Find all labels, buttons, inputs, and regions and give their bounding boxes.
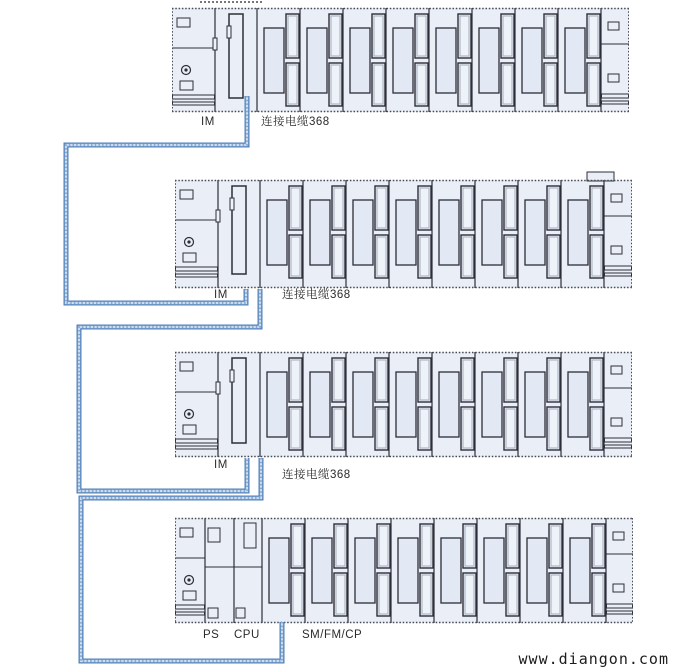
led-window-top-inner bbox=[331, 16, 340, 56]
led-window-bottom-inner bbox=[336, 575, 345, 614]
vent-bar bbox=[607, 604, 633, 608]
cpu-display-window bbox=[244, 523, 256, 548]
module-door bbox=[568, 200, 588, 265]
led-window-bottom-inner bbox=[508, 575, 517, 614]
led-window-top-inner bbox=[503, 16, 512, 56]
vent-bar bbox=[602, 101, 629, 104]
vent-bar bbox=[602, 94, 629, 98]
led-window-top-inner bbox=[546, 16, 555, 56]
led-window-top-inner bbox=[379, 526, 388, 566]
led-window-top-inner bbox=[592, 360, 601, 400]
led-window-bottom-inner bbox=[592, 237, 601, 276]
led-window-bottom-inner bbox=[377, 409, 386, 448]
led-window-bottom-inner bbox=[460, 65, 469, 104]
module-door bbox=[267, 200, 287, 265]
switch-window bbox=[180, 81, 193, 90]
cable-label-368: 连接电缆368 bbox=[282, 469, 351, 481]
ps-connector bbox=[208, 608, 218, 618]
rail-tab bbox=[213, 38, 217, 50]
led-window-top-inner bbox=[420, 360, 429, 400]
led-window-top-inner bbox=[551, 526, 560, 566]
terminal-window bbox=[611, 194, 622, 202]
expansion-rack-2 bbox=[175, 172, 632, 288]
indicator-window bbox=[180, 528, 193, 537]
terminal-window bbox=[608, 74, 619, 82]
module-door bbox=[570, 538, 590, 603]
led-window-bottom-inner bbox=[506, 237, 515, 276]
im-latch bbox=[230, 198, 234, 210]
screw-dot-icon bbox=[187, 240, 190, 243]
module-label-sm-fm-cp: SM/FM/CP bbox=[302, 629, 363, 641]
module-door bbox=[307, 28, 327, 93]
led-window-top-inner bbox=[420, 188, 429, 228]
module-door bbox=[527, 538, 547, 603]
led-window-top-inner bbox=[377, 360, 386, 400]
led-window-top-inner bbox=[592, 188, 601, 228]
led-window-bottom-inner bbox=[463, 409, 472, 448]
vent-bar bbox=[173, 102, 215, 105]
led-window-top-inner bbox=[288, 16, 297, 56]
led-window-bottom-inner bbox=[546, 65, 555, 104]
led-window-bottom-inner bbox=[549, 409, 558, 448]
led-window-bottom-inner bbox=[291, 237, 300, 276]
module-door bbox=[565, 28, 585, 93]
led-window-top-inner bbox=[549, 360, 558, 400]
module-label-ps: PS bbox=[203, 629, 220, 641]
led-window-top-inner bbox=[417, 16, 426, 56]
module-door bbox=[353, 200, 373, 265]
led-window-bottom-inner bbox=[506, 409, 515, 448]
led-window-bottom-inner bbox=[549, 237, 558, 276]
vent-bar bbox=[605, 445, 632, 448]
module-door bbox=[310, 372, 330, 437]
im-latch bbox=[227, 26, 231, 38]
module-door bbox=[267, 372, 287, 437]
led-window-top-inner bbox=[463, 360, 472, 400]
led-window-top-inner bbox=[422, 526, 431, 566]
led-window-bottom-inner bbox=[374, 65, 383, 104]
module-door bbox=[312, 538, 332, 603]
led-window-bottom-inner bbox=[463, 237, 472, 276]
led-window-top-inner bbox=[508, 526, 517, 566]
terminal-window bbox=[608, 22, 619, 30]
led-window-top-inner bbox=[463, 188, 472, 228]
terminal-window bbox=[611, 246, 622, 254]
module-door bbox=[310, 200, 330, 265]
terminal-window bbox=[613, 532, 624, 540]
vent-bar bbox=[605, 266, 632, 270]
led-window-top-inner bbox=[291, 360, 300, 400]
indicator-window bbox=[177, 18, 190, 27]
module-door bbox=[525, 200, 545, 265]
led-window-bottom-inner bbox=[594, 575, 603, 614]
led-window-bottom-inner bbox=[417, 65, 426, 104]
led-window-top-inner bbox=[589, 16, 598, 56]
led-window-bottom-inner bbox=[420, 237, 429, 276]
vent-bar bbox=[176, 274, 218, 277]
vent-bar bbox=[173, 95, 215, 99]
module-door bbox=[393, 28, 413, 93]
vent-bar bbox=[176, 439, 218, 443]
vent-bar bbox=[176, 605, 205, 609]
module-door bbox=[522, 28, 542, 93]
module-label-im: IM bbox=[201, 116, 215, 128]
module-door bbox=[479, 28, 499, 93]
vent-bar bbox=[607, 611, 633, 614]
vent-bar bbox=[605, 273, 632, 276]
module-label-cpu: CPU bbox=[234, 629, 260, 641]
module-door bbox=[264, 28, 284, 93]
screw-dot-icon bbox=[187, 578, 190, 581]
expansion-rack-1 bbox=[175, 352, 632, 457]
led-window-bottom-inner bbox=[293, 575, 302, 614]
module-door bbox=[398, 538, 418, 603]
led-window-top-inner bbox=[374, 16, 383, 56]
led-window-bottom-inner bbox=[377, 237, 386, 276]
led-window-top-inner bbox=[549, 188, 558, 228]
indicator-window bbox=[180, 362, 193, 371]
led-window-bottom-inner bbox=[379, 575, 388, 614]
cable-label-368: 连接电缆368 bbox=[282, 289, 351, 301]
module-door bbox=[441, 538, 461, 603]
rail-tab bbox=[216, 382, 220, 394]
screw-dot-icon bbox=[184, 68, 187, 71]
led-window-bottom-inner bbox=[422, 575, 431, 614]
led-window-top-inner bbox=[334, 188, 343, 228]
vent-bar bbox=[176, 267, 218, 271]
module-door bbox=[482, 200, 502, 265]
terminal-window bbox=[613, 584, 624, 592]
central-rack-0 bbox=[175, 518, 633, 623]
led-window-top-inner bbox=[291, 188, 300, 228]
module-door bbox=[396, 200, 416, 265]
module-door bbox=[353, 372, 373, 437]
led-window-top-inner bbox=[506, 188, 515, 228]
led-window-bottom-inner bbox=[291, 409, 300, 448]
led-window-top-inner bbox=[506, 360, 515, 400]
module-door bbox=[350, 28, 370, 93]
module-door bbox=[355, 538, 375, 603]
vent-bar bbox=[176, 612, 205, 615]
led-window-top-inner bbox=[293, 526, 302, 566]
module-door bbox=[396, 372, 416, 437]
expansion-rack-3 bbox=[172, 2, 629, 112]
terminal-window bbox=[611, 418, 622, 426]
led-window-top-inner bbox=[460, 16, 469, 56]
rack-top-tab bbox=[587, 172, 614, 181]
switch-window bbox=[183, 591, 196, 600]
terminal-window bbox=[611, 366, 622, 374]
module-door bbox=[436, 28, 456, 93]
led-window-bottom-inner bbox=[465, 575, 474, 614]
vent-bar bbox=[176, 446, 218, 449]
indicator-window bbox=[180, 190, 193, 199]
led-window-bottom-inner bbox=[551, 575, 560, 614]
module-label-im: IM bbox=[214, 459, 228, 471]
led-window-bottom-inner bbox=[589, 65, 598, 104]
led-window-top-inner bbox=[336, 526, 345, 566]
vent-bar bbox=[605, 438, 632, 442]
led-window-bottom-inner bbox=[334, 409, 343, 448]
module-door bbox=[439, 200, 459, 265]
module-door bbox=[482, 372, 502, 437]
switch-window bbox=[183, 253, 196, 262]
cable-label-368: 连接电缆368 bbox=[261, 116, 330, 128]
module-door bbox=[269, 538, 289, 603]
watermark-text: www.diangon.com bbox=[518, 650, 669, 668]
screw-dot-icon bbox=[187, 412, 190, 415]
module-door bbox=[568, 372, 588, 437]
led-window-top-inner bbox=[377, 188, 386, 228]
module-door bbox=[484, 538, 504, 603]
led-window-top-inner bbox=[334, 360, 343, 400]
led-window-bottom-inner bbox=[331, 65, 340, 104]
led-window-bottom-inner bbox=[503, 65, 512, 104]
led-window-bottom-inner bbox=[420, 409, 429, 448]
cpu-mpi-port bbox=[236, 608, 245, 618]
ps-switch-window bbox=[208, 528, 220, 542]
module-door bbox=[525, 372, 545, 437]
module-door bbox=[439, 372, 459, 437]
led-window-top-inner bbox=[594, 526, 603, 566]
rail-tab bbox=[216, 210, 220, 222]
led-window-bottom-inner bbox=[592, 409, 601, 448]
led-window-top-inner bbox=[465, 526, 474, 566]
im-latch bbox=[230, 370, 234, 382]
led-window-bottom-inner bbox=[288, 65, 297, 104]
led-window-bottom-inner bbox=[334, 237, 343, 276]
module-label-im: IM bbox=[214, 289, 228, 301]
switch-window bbox=[183, 425, 196, 434]
